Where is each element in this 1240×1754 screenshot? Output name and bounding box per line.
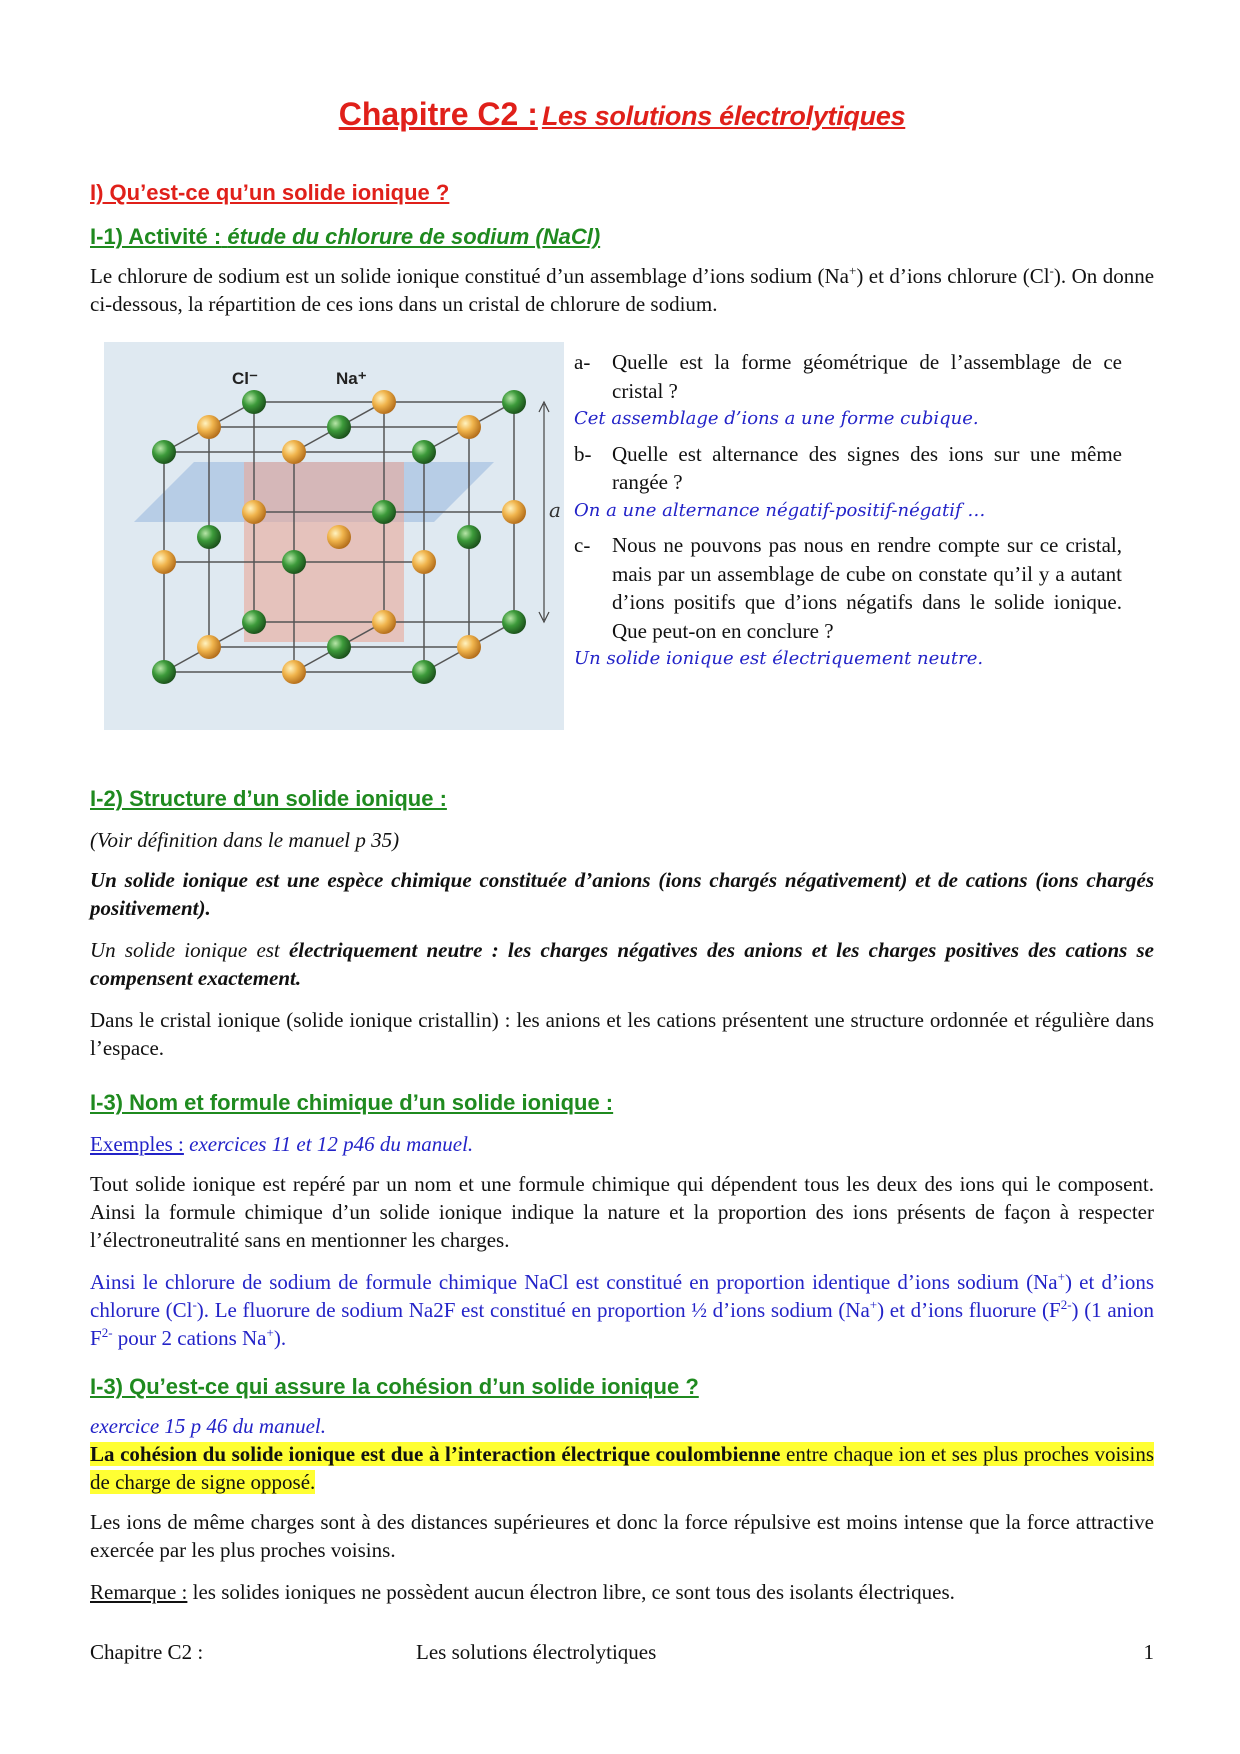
neutral-paragraph bbox=[90, 936, 1154, 992]
question-text: Quelle est alternance des signes des ions sur une même rangée ? bbox=[612, 441, 1122, 494]
ion-na bbox=[502, 500, 526, 524]
title-sub: Les solutions électrolytiques bbox=[541, 101, 906, 131]
ion-cl bbox=[152, 660, 176, 684]
definition-text: Un solide ionique est une espèce chimique constituée d’anions (ions chargés négativement) et de cations (ions chargés positivement). bbox=[90, 868, 1154, 920]
ion-na bbox=[457, 635, 481, 659]
ion-cl bbox=[457, 525, 481, 549]
label-cl: Cl⁻ bbox=[232, 369, 258, 388]
sup-plus: + bbox=[869, 1297, 878, 1312]
blue-text-3: ). Le fluorure de sodium Na2F est constitué en proportion ½ d’ions sodium (Na bbox=[196, 1298, 870, 1322]
footer-left: Chapitre C2 : bbox=[90, 1640, 204, 1664]
ion-cl bbox=[152, 440, 176, 464]
formula-paragraph: Tout solide ionique est repéré par un nom et une formule chimique qui dépendent tous les deux des ions qui le composent. Ainsi la formule chimique d’un solide ionique indique la nature et la proportion des ions présents de façon à respecter l’électroneutralité sans en mentionner les charges. bbox=[90, 1172, 1154, 1252]
question-text: Quelle est la forme géométrique de l’assemblage de ce cristal ? bbox=[612, 350, 1122, 403]
blue-text-7: ). bbox=[273, 1326, 287, 1350]
section-1-heading: I) Qu’est-ce qu’un solide ionique ? bbox=[90, 180, 450, 205]
ions bbox=[152, 390, 526, 684]
ion-cl bbox=[282, 550, 306, 574]
question-c bbox=[574, 531, 1122, 645]
intro-text-1: Le chlorure de sodium est un solide ionique constitué d’un assemblage d’ions sodium (Na bbox=[90, 264, 849, 288]
examples-text: exercices 11 et 12 p46 du manuel. bbox=[183, 1132, 474, 1156]
question-label: b- bbox=[574, 441, 592, 466]
ion-na bbox=[457, 415, 481, 439]
ion-cl bbox=[242, 610, 266, 634]
cohesion-bold: La cohésion du solide ionique est due à l’interaction électrique coulombienne bbox=[90, 1442, 781, 1466]
label-a: a bbox=[549, 498, 561, 522]
label-na: Na⁺ bbox=[336, 369, 367, 388]
examples-line bbox=[90, 1130, 1154, 1158]
sup-plus: + bbox=[1057, 1269, 1065, 1284]
question-a bbox=[574, 348, 1122, 405]
ion-na bbox=[372, 390, 396, 414]
question-text: Nous ne pouvons pas nous en rendre compte sur ce cristal, mais par un assemblage de cube on constate qu’il y a autant d’ions positifs que d’ions négatifs dans le solide ionique. Que peut-on en conclure ? bbox=[612, 533, 1122, 643]
crystal-diagram bbox=[104, 342, 564, 730]
ion-cl bbox=[327, 415, 351, 439]
definition-ref: (Voir définition dans le manuel p 35) bbox=[90, 828, 400, 852]
page-title bbox=[90, 96, 1154, 133]
ion-na bbox=[242, 500, 266, 524]
ion-na bbox=[412, 550, 436, 574]
remark-text: les solides ioniques ne possèdent aucun électron libre, ce sont tous des isolants électriques. bbox=[187, 1580, 955, 1604]
blue-text-4: ) et d’ions fluorure (F bbox=[877, 1298, 1061, 1322]
page-number: 1 bbox=[1143, 1640, 1154, 1664]
ion-na bbox=[327, 525, 351, 549]
ion-na bbox=[197, 415, 221, 439]
examples-label: Exemples : bbox=[90, 1132, 184, 1156]
remark-paragraph bbox=[90, 1578, 1154, 1606]
section-1-1-italic: étude du chlorure de sodium (NaCl) bbox=[227, 224, 601, 249]
ion-na bbox=[372, 610, 396, 634]
sup-2minus: 2- bbox=[1060, 1297, 1072, 1312]
cohesion-rest: entre chaque ion et ses plus proches voisins de charge de signe opposé. bbox=[90, 1442, 1154, 1494]
formula-example-paragraph bbox=[90, 1268, 1154, 1352]
crystal-paragraph: Dans le cristal ionique (solide ionique cristallin) : les anions et les cations présentent une structure ordonnée et régulière dans l’espace. bbox=[90, 1008, 1154, 1060]
ion-cl bbox=[502, 390, 526, 414]
ion-cl bbox=[197, 525, 221, 549]
ion-cl bbox=[412, 660, 436, 684]
exercise-ref: exercice 15 p 46 du manuel. bbox=[90, 1414, 326, 1438]
section-1-1-heading bbox=[90, 224, 600, 250]
section-1-2-heading: I-2) Structure d’un solide ionique : bbox=[90, 786, 447, 811]
answer-b: On a une alternance négatif-positif-négatif … bbox=[574, 499, 986, 521]
repulsion-paragraph: Les ions de même charges sont à des distances supérieures et donc la force répulsive est moins intense que la force attractive exercée par les plus proches voisins. bbox=[90, 1510, 1154, 1562]
question-list bbox=[574, 348, 1122, 680]
intro-text-3: ). On donne ci-dessous, la répartition de ces ions dans un cristal de chlorure de sodium. bbox=[90, 264, 1155, 316]
footer-center: Les solutions électrolytiques bbox=[416, 1640, 657, 1664]
ion-na bbox=[152, 550, 176, 574]
blue-text-5: ) (1 anion F bbox=[90, 1298, 1154, 1350]
sup-2minus: 2- bbox=[101, 1325, 113, 1340]
intro-paragraph bbox=[90, 262, 1154, 318]
answer-a: Cet assemblage d’ions a une forme cubique. bbox=[574, 408, 979, 429]
answer-c: Un solide ionique est électriquement neutre. bbox=[574, 648, 984, 669]
ion-cl bbox=[372, 500, 396, 524]
sup-plus: + bbox=[848, 263, 857, 278]
cohesion-paragraph bbox=[90, 1440, 1154, 1496]
ion-na bbox=[282, 660, 306, 684]
question-label: c- bbox=[574, 533, 591, 557]
sup-minus: - bbox=[1049, 263, 1054, 278]
ion-cl bbox=[242, 390, 266, 414]
blue-text-6: pour 2 cations Na bbox=[112, 1326, 267, 1350]
ion-na bbox=[282, 440, 306, 464]
title-main: Chapitre C2 : bbox=[338, 96, 538, 132]
sup-plus: + bbox=[266, 1325, 274, 1340]
cohesion-highlight bbox=[90, 1442, 1154, 1494]
neutral-text-a: Un solide ionique est bbox=[90, 938, 289, 962]
intro-text-2: ) et d’ions chlorure (Cl bbox=[856, 264, 1050, 288]
section-1-4-heading: I-3) Qu’est-ce qui assure la cohésion d’un solide ionique ? bbox=[90, 1374, 699, 1399]
blue-text-1: Ainsi le chlorure de sodium de formule chimique NaCl est constitué en proportion identique d’ions sodium (Na bbox=[90, 1270, 1058, 1294]
question-label: a- bbox=[574, 350, 591, 374]
section-1-1-prefix: I-1) Activité : bbox=[90, 224, 222, 249]
sup-minus: - bbox=[192, 1297, 197, 1312]
remark-label: Remarque : bbox=[90, 1580, 188, 1604]
blue-text-2: ) et d’ions chlorure (Cl bbox=[90, 1270, 1154, 1322]
ion-cl bbox=[502, 610, 526, 634]
ion-cl bbox=[327, 635, 351, 659]
ion-cl bbox=[412, 440, 436, 464]
section-1-3-heading: I-3) Nom et formule chimique d’un solide ionique : bbox=[90, 1090, 614, 1115]
neutral-text-b: électriquement neutre : les charges négatives des anions et les charges positives des cations se compensent exactement. bbox=[90, 938, 1154, 990]
ion-na bbox=[197, 635, 221, 659]
nacl-crystal-figure bbox=[104, 342, 564, 730]
question-b bbox=[574, 440, 1122, 497]
